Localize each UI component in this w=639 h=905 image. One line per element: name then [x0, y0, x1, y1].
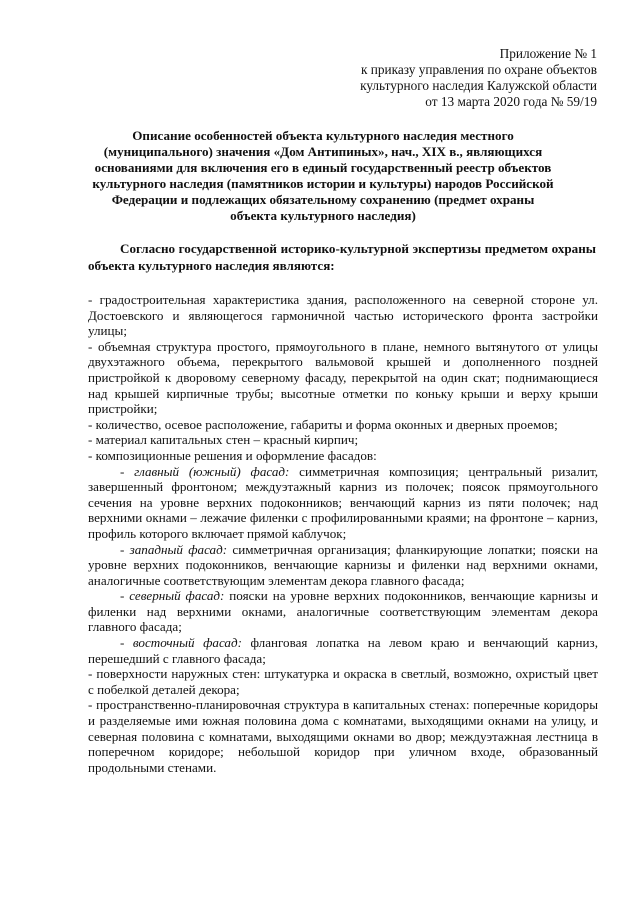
facade-text: пояски на уровне верхних подоконников, венчающие карнизы и филенки над верхними окнами, аналогичные соответствующим элементам декора главного фасада;: [88, 588, 598, 635]
facade-item-west: [88, 542, 598, 589]
list-item: - объемная структура простого, прямоугольного в плане, немного вытянутого от улицы двухэтажного объема, перекрытого вальмовой крышей и дополненного поздней пристройкой к дворовому северному фасаду, перекрытой на один скат; поднимающиеся над крышей кирпичные трубы; высотные отметки по коньку крыши и верху крыши пристройки;: [88, 338, 598, 417]
facade-text: фланговая лопатка на левом краю и венчающий карниз, перешедший с главного фасада;: [88, 635, 598, 666]
appendix-line-3: культурного наследия Калужской области: [360, 78, 597, 93]
facade-label: - северный фасад:: [120, 588, 225, 604]
appendix-note: [360, 46, 597, 110]
list-item: - композиционные решения и оформление фасадов:: [88, 447, 377, 463]
facade-label: - главный (южный) фасад:: [120, 463, 290, 479]
facade-label: - западный фасад:: [120, 541, 228, 557]
facade-text: симметричная организация; фланкирующие лопатки; пояски на уровне верхних подоконников, венчающие карнизы и филенки над верхними окнами, аналогичные соответствующим элементам декора главного фасада;: [88, 541, 598, 588]
facade-label: - восточный фасад:: [120, 635, 242, 651]
appendix-line-1: Приложение № 1: [499, 46, 597, 61]
document-title: Описание особенностей объекта культурного наследия местного (муниципального) значения «Дом Антипиных», нач., XIX в., являющихся основаниями для включения его в единый государственный реестр объектов культурного наследия (памятников истории и культуры) народов Российской Федерации и подлежащих обязательному сохранению (предмет охраны объекта культурного наследия): [92, 128, 554, 224]
protection-items-list: [88, 292, 598, 775]
list-item: - поверхности наружных стен: штукатурка и окраска в светлый, возможно, охристый цвет с побелкой деталей декора;: [88, 666, 598, 697]
subject-heading: Согласно государственной историко-культурной экспертизы предметом охраны объекта культурного наследия являются:: [88, 241, 596, 273]
facade-item-north: [88, 588, 598, 635]
appendix-line-2: к приказу управления по охране объектов: [360, 62, 597, 77]
list-item: - материал капитальных стен – красный кирпич;: [88, 432, 359, 448]
list-item: - градостроительная характеристика здания, расположенного на северной стороне ул. Достоевского и являющегося гармоничной частью исторического фронта застройки улицы;: [88, 292, 598, 339]
list-item: - количество, осевое расположение, габариты и форма оконных и дверных проемов;: [88, 416, 558, 432]
list-item: - пространственно-планировочная структура в капитальных стенах: поперечные коридоры и разделяемые ими южная половина дома с комнатами, выходящими окнами на улицу, и северная половина с комнатами, выходящими окнами во двор; междуэтажная лестница в поперечном коридоре; небольшой коридор при уличном входе, образованный продольными стенами.: [88, 697, 598, 775]
facade-text: симметричная композиция; центральный ризалит, завершенный фронтоном; междуэтажный карниз из полочек; поясок прямоугольного сечения на уровне верхних подоконников; венчающий карниз из пяти полочек; над верхними окнами – лежачие филенки с профилированными краями; на фронтоне – карниз, профиль которого включает прямой каблучок;: [88, 463, 598, 541]
facade-item-east: [88, 635, 598, 666]
facade-item-main: [88, 464, 598, 542]
appendix-line-4: от 13 марта 2020 года № 59/19: [425, 94, 597, 109]
